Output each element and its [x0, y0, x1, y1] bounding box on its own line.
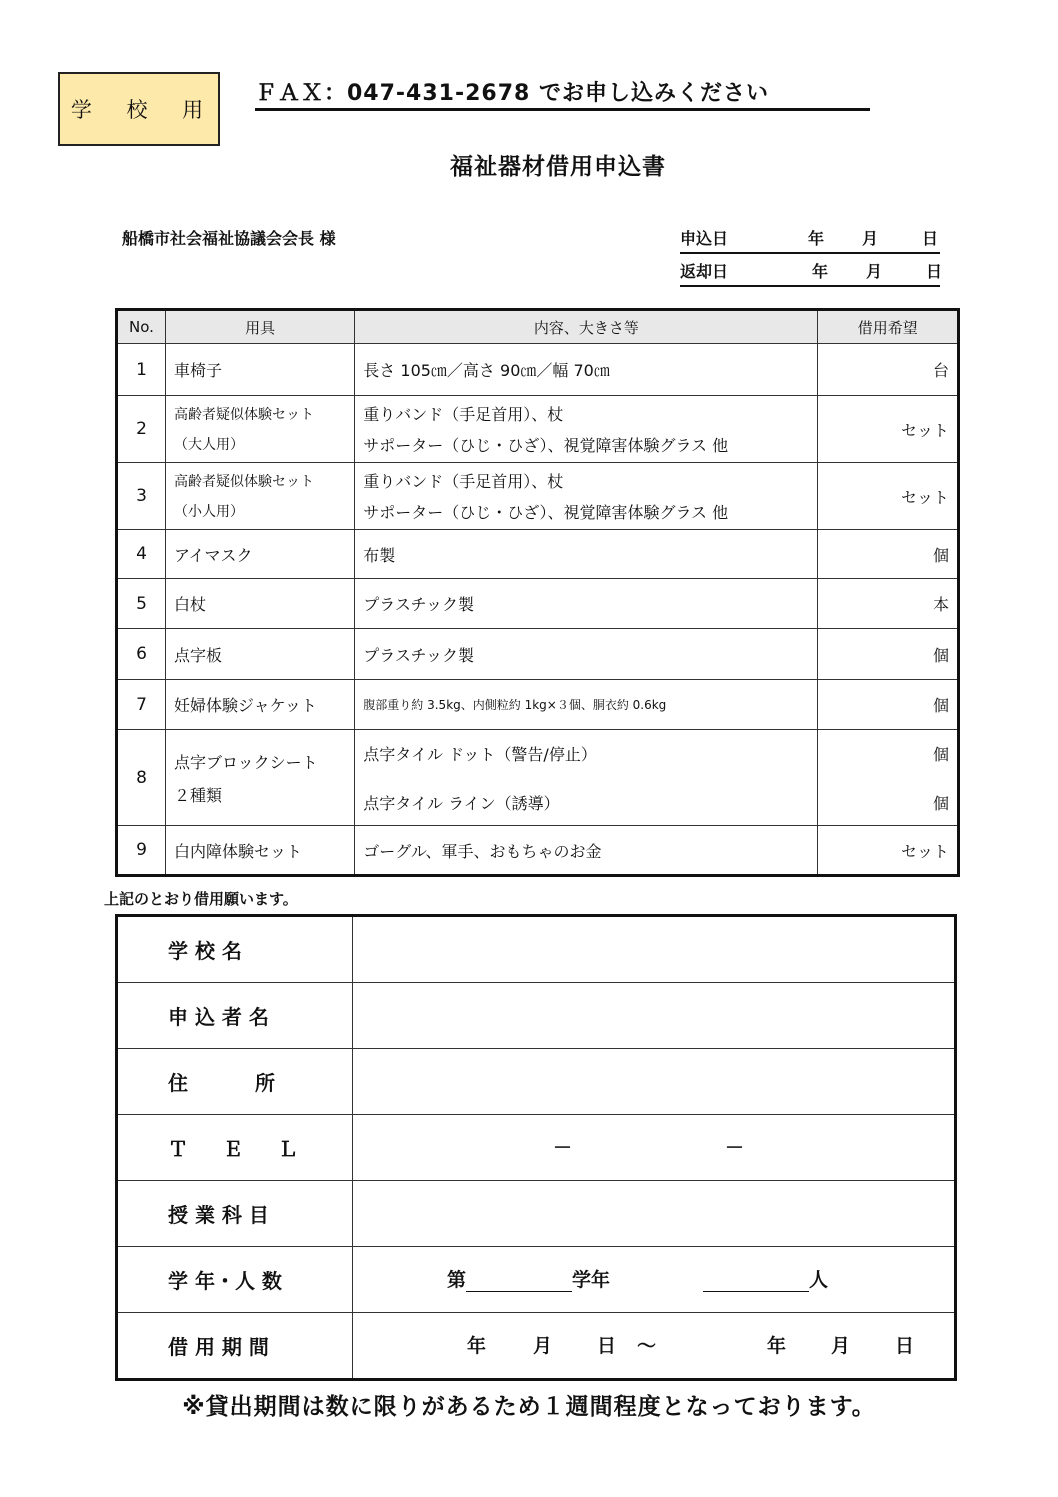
apply-date-day: 日 — [922, 229, 939, 248]
period-month-2: 月 — [831, 1335, 851, 1357]
row-request-qty[interactable]: 本 — [818, 579, 959, 629]
row-desc-line1: 重りバンド（手足首用）、杖 — [363, 472, 564, 491]
table-row — [117, 396, 959, 463]
tel-dash-2: － — [725, 1137, 745, 1159]
row-no: 7 — [117, 680, 166, 730]
return-date-label: 返却日 — [680, 262, 729, 281]
row-item: 妊婦体験ジャケット — [165, 680, 354, 730]
grade-blank[interactable] — [466, 1271, 572, 1292]
form-row-grade — [117, 1247, 956, 1313]
school-use-badge: 学 校 用 — [58, 72, 220, 146]
row-item-line1: 高齢者疑似体験セット — [173, 474, 314, 490]
period-label: 借 用 期 間 — [117, 1313, 353, 1380]
period-day-2: 日 — [895, 1335, 915, 1357]
return-date-year: 年 — [812, 262, 829, 281]
address-label: 住 所 — [117, 1049, 353, 1115]
row-description: ゴーグル、軍手、おもちゃのお金 — [355, 826, 818, 876]
row-no: 5 — [117, 579, 166, 629]
request-statement: 上記のとおり借用願います。 — [104, 890, 298, 908]
subject-field[interactable] — [353, 1181, 956, 1247]
school-name-field[interactable] — [353, 916, 956, 983]
row-item-line2: ２種類 — [173, 785, 222, 805]
row-description: 長さ 105㎝／高さ 90㎝／幅 70㎝ — [355, 344, 818, 396]
row-no: 2 — [117, 396, 166, 463]
period-year-1: 年 — [467, 1335, 487, 1357]
row-request-qty[interactable] — [818, 730, 959, 826]
table-row — [117, 344, 959, 396]
row-description: プラスチック製 — [355, 629, 818, 680]
people-suffix: 人 — [809, 1269, 829, 1291]
row-no: 3 — [117, 463, 166, 530]
subject-label: 授 業 科 目 — [117, 1181, 353, 1247]
grade-count-field[interactable] — [353, 1247, 956, 1313]
row-item-line1: 点字ブロックシート — [173, 752, 318, 772]
row-desc-line1: 点字タイル ドット（警告/停止） — [363, 744, 597, 764]
row-description: 腹部重り約 3.5kg、内側粒約 1kg×３個、胴衣約 0.6kg — [355, 680, 818, 730]
grade-prefix: 第 — [447, 1269, 467, 1291]
apply-date-label: 申込日 — [680, 229, 729, 248]
equipment-table — [115, 308, 960, 877]
fax-notice: ＦＡＸ：047-431-2678 でお申し込みください — [255, 76, 870, 111]
period-month-1: 月 — [533, 1335, 553, 1357]
table-row — [117, 730, 959, 826]
row-item: 点字板 — [165, 629, 354, 680]
tel-dash-1: － — [553, 1137, 573, 1159]
row-item — [165, 463, 354, 530]
row-desc-line1: 重りバンド（手足首用）、杖 — [363, 405, 564, 424]
row-desc-line2: サポーター（ひじ・ひざ）、視覚障害体験グラス 他 — [363, 436, 729, 455]
row-item-line2: （大人用） — [173, 437, 244, 453]
row-description — [355, 396, 818, 463]
table-row — [117, 463, 959, 530]
period-year-2: 年 — [767, 1335, 787, 1357]
table-row — [117, 680, 959, 730]
row-desc-line2: サポーター（ひじ・ひざ）、視覚障害体験グラス 他 — [363, 503, 729, 522]
period-tilde: ～ — [637, 1335, 657, 1357]
row-no: 4 — [117, 530, 166, 579]
form-row-tel — [117, 1115, 956, 1181]
apply-date-month: 月 — [862, 229, 879, 248]
row-description: プラスチック製 — [355, 579, 818, 629]
row-request-qty[interactable]: セット — [818, 396, 959, 463]
applicant-form — [115, 914, 957, 1381]
form-row-subject — [117, 1181, 956, 1247]
row-no: 6 — [117, 629, 166, 680]
row-item — [165, 730, 354, 826]
table-row — [117, 629, 959, 680]
row-item: アイマスク — [165, 530, 354, 579]
row-desc-line2: 点字タイル ライン（誘導） — [363, 793, 560, 813]
grade-count-label: 学 年・人 数 — [117, 1247, 353, 1313]
table-row — [117, 826, 959, 876]
row-request-qty[interactable]: 個 — [818, 629, 959, 680]
row-no: 1 — [117, 344, 166, 396]
return-date[interactable] — [680, 259, 943, 287]
grade-suffix: 学年 — [572, 1269, 611, 1291]
applicant-label: 申 込 者 名 — [117, 983, 353, 1049]
row-request-qty[interactable]: セット — [818, 826, 959, 876]
row-no: 9 — [117, 826, 166, 876]
footer-note: ※貸出期間は数に限りがあるため１週間程度となっております。 — [182, 1394, 876, 1420]
row-qty-line1: 個 — [932, 744, 949, 764]
col-header-request: 借用希望 — [818, 310, 959, 344]
page-title: 福祉器材借用申込書 — [450, 154, 666, 180]
address-field[interactable] — [353, 1049, 956, 1115]
col-header-item: 用具 — [165, 310, 354, 344]
tel-label: Ｔ Ｅ Ｌ — [117, 1115, 353, 1181]
row-item — [165, 396, 354, 463]
col-header-description: 内容、大きさ等 — [355, 310, 818, 344]
row-item: 白内障体験セット — [165, 826, 354, 876]
row-request-qty[interactable]: 個 — [818, 680, 959, 730]
row-qty-line2: 個 — [932, 793, 949, 813]
form-row-school — [117, 916, 956, 983]
school-name-label: 学 校 名 — [117, 916, 353, 983]
table-row — [117, 530, 959, 579]
row-item-line2: （小人用） — [173, 504, 244, 520]
addressee: 船橋市社会福祉協議会会長 様 — [122, 229, 336, 248]
row-description — [355, 463, 818, 530]
row-no: 8 — [117, 730, 166, 826]
row-description — [355, 730, 818, 826]
row-request-qty[interactable]: 台 — [818, 344, 959, 396]
applicant-field[interactable] — [353, 983, 956, 1049]
row-request-qty[interactable]: セット — [818, 463, 959, 530]
people-blank[interactable] — [703, 1271, 809, 1292]
row-description: 布製 — [355, 530, 818, 579]
return-date-day: 日 — [926, 262, 943, 281]
table-row — [117, 579, 959, 629]
form-row-address — [117, 1049, 956, 1115]
row-item: 車椅子 — [165, 344, 354, 396]
apply-date-year: 年 — [808, 229, 825, 248]
row-item: 白杖 — [165, 579, 354, 629]
row-request-qty[interactable]: 個 — [818, 530, 959, 579]
table-header-row — [117, 310, 959, 344]
form-row-applicant — [117, 983, 956, 1049]
col-header-no: No. — [117, 310, 166, 344]
period-field[interactable] — [353, 1313, 956, 1380]
period-day-1: 日 — [597, 1335, 617, 1357]
tel-field[interactable] — [353, 1115, 956, 1181]
apply-date[interactable] — [680, 226, 940, 254]
form-row-period — [117, 1313, 956, 1380]
return-date-month: 月 — [866, 262, 883, 281]
row-item-line1: 高齢者疑似体験セット — [173, 407, 314, 423]
